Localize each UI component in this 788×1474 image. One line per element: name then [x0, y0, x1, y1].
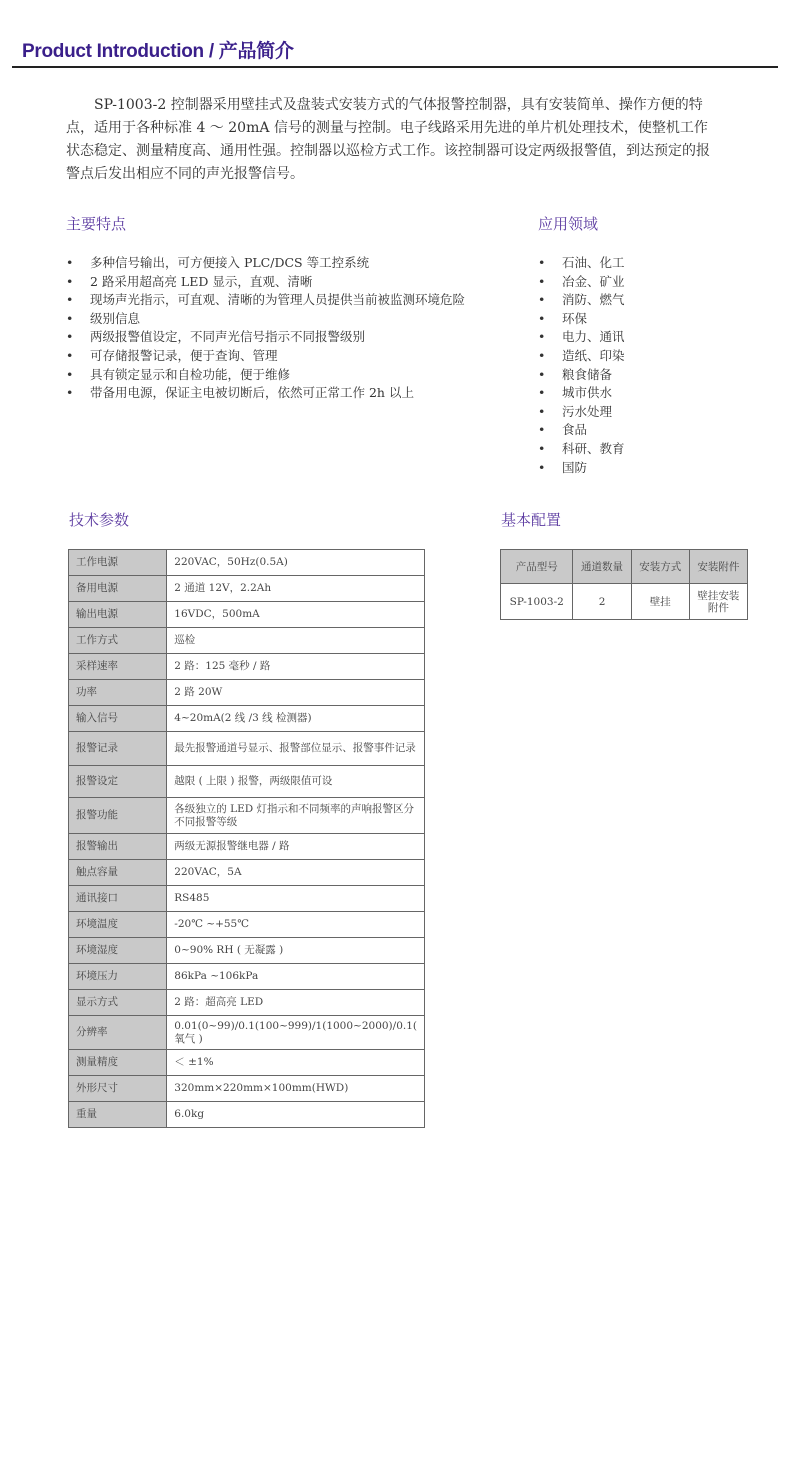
title-divider: [12, 66, 778, 68]
config-table: [500, 549, 748, 620]
spec-value: 2 路：超高亮 LED: [167, 990, 425, 1016]
table-row: [69, 964, 425, 990]
list-item: • 多种信号输出，可方便接入 PLC/DCS 等工控系统: [66, 254, 465, 273]
list-item: • 可存储报警记录，便于查询、管理: [66, 347, 465, 366]
table-cell: 2: [573, 584, 631, 620]
table-cell: 壁挂安装附件: [689, 584, 747, 620]
spec-key: 触点容量: [69, 860, 167, 886]
spec-key: 采样速率: [69, 654, 167, 680]
applications-list: [538, 254, 625, 477]
table-row: [69, 798, 425, 834]
spec-key: 输出电源: [69, 602, 167, 628]
table-row: [69, 576, 425, 602]
list-item: • 具有锁定显示和自检功能，便于维修: [66, 366, 465, 385]
table-row: [69, 1016, 425, 1050]
table-row: [69, 938, 425, 964]
table-row: [69, 912, 425, 938]
spec-value: 16VDC，500mA: [167, 602, 425, 628]
features-list: [66, 254, 465, 403]
list-item: • 城市供水: [538, 384, 625, 403]
table-row: [69, 706, 425, 732]
spec-key: 报警功能: [69, 798, 167, 834]
config-heading: 基本配置: [501, 511, 562, 529]
spec-key: 报警设定: [69, 766, 167, 798]
specs-table: [68, 549, 425, 1128]
spec-value: 220VAC，5A: [167, 860, 425, 886]
spec-value: 0.01(0~99)/0.1(100~999)/1(1000~2000)/0.1( 氧气 ): [167, 1016, 425, 1050]
list-item: • 污水处理: [538, 403, 625, 422]
spec-value: 2 路 20W: [167, 680, 425, 706]
spec-key: 分辨率: [69, 1016, 167, 1050]
spec-value: 两级无源报警继电器 / 路: [167, 834, 425, 860]
list-item: • 消防、燃气: [538, 291, 625, 310]
spec-value: 6.0kg: [167, 1102, 425, 1128]
spec-key: 备用电源: [69, 576, 167, 602]
list-item: • 造纸、印染: [538, 347, 625, 366]
list-item: • 2 路采用超高亮 LED 显示，直观、清晰: [66, 273, 465, 292]
table-row: [69, 860, 425, 886]
table-row: [69, 628, 425, 654]
table-cell: 壁挂: [631, 584, 689, 620]
spec-value: 2 通道 12V，2.2Ah: [167, 576, 425, 602]
table-row: [69, 834, 425, 860]
list-item: • 现场声光指示，可直观、清晰的为管理人员提供当前被监测环境危险: [66, 291, 465, 310]
table-cell: SP-1003-2: [501, 584, 573, 620]
spec-value: ＜ ±1%: [167, 1050, 425, 1076]
list-item: • 石油、化工: [538, 254, 625, 273]
spec-value: 巡检: [167, 628, 425, 654]
spec-key: 报警输出: [69, 834, 167, 860]
specs-heading: 技术参数: [69, 511, 130, 529]
table-row: [69, 766, 425, 798]
spec-value: -20℃ ~+55℃: [167, 912, 425, 938]
spec-key: 环境压力: [69, 964, 167, 990]
spec-value: 4~20mA(2 线 /3 线 检测器): [167, 706, 425, 732]
spec-value: 越限 ( 上限 ) 报警，两级限值可设: [167, 766, 425, 798]
table-row: [69, 1050, 425, 1076]
table-row: [69, 990, 425, 1016]
table-row: [69, 602, 425, 628]
applications-heading: 应用领域: [538, 215, 599, 233]
list-item: • 带备用电源，保证主电被切断后，依然可正常工作 2h 以上: [66, 384, 465, 403]
page-title: Product Introduction / 产品简介: [22, 41, 294, 62]
table-header-row: [501, 550, 748, 584]
spec-key: 重量: [69, 1102, 167, 1128]
table-row: [69, 886, 425, 912]
spec-value: 220VAC，50Hz(0.5A): [167, 550, 425, 576]
spec-key: 环境温度: [69, 912, 167, 938]
spec-key: 报警记录: [69, 732, 167, 766]
list-item: • 环保: [538, 310, 625, 329]
column-header: 产品型号: [501, 550, 573, 584]
table-row: [69, 1102, 425, 1128]
intro-paragraph: SP-1003-2 控制器采用壁挂式及盘装式安装方式的气体报警控制器，具有安装简单、操作方便的特点，适用于各种标准 4 ～ 20mA 信号的测量与控制。电子线路采用先进的单片机处理技术，使整机工作状态稳定、测量精度高、通用性强。控制器以巡检方式工作。该控制器可设定两级报警值，到达预定的报警点后发出相应不同的声光报警信号。: [66, 97, 710, 182]
list-item: • 国防: [538, 459, 625, 478]
spec-value: 0~90% RH ( 无凝露 ): [167, 938, 425, 964]
spec-value: RS485: [167, 886, 425, 912]
spec-value: 最先报警通道号显示、报警部位显示、报警事件记录: [167, 732, 425, 766]
table-row: [69, 654, 425, 680]
table-row: [501, 584, 748, 620]
spec-key: 输入信号: [69, 706, 167, 732]
table-row: [69, 550, 425, 576]
spec-key: 工作方式: [69, 628, 167, 654]
spec-key: 通讯接口: [69, 886, 167, 912]
list-item: • 科研、教育: [538, 440, 625, 459]
spec-key: 功率: [69, 680, 167, 706]
list-item: • 食品: [538, 421, 625, 440]
table-row: [69, 732, 425, 766]
list-item: • 两级报警值设定，不同声光信号指示不同报警级别: [66, 328, 465, 347]
column-header: 安装方式: [631, 550, 689, 584]
spec-key: 测量精度: [69, 1050, 167, 1076]
features-heading: 主要特点: [66, 215, 127, 233]
table-row: [69, 680, 425, 706]
spec-value: 86kPa ~106kPa: [167, 964, 425, 990]
list-item: • 粮食储备: [538, 366, 625, 385]
spec-key: 外形尺寸: [69, 1076, 167, 1102]
spec-value: 2 路：125 毫秒 / 路: [167, 654, 425, 680]
spec-value: 各级独立的 LED 灯指示和不同频率的声响报警区分不同报警等级: [167, 798, 425, 834]
list-item: • 电力、通讯: [538, 328, 625, 347]
column-header: 通道数量: [573, 550, 631, 584]
list-item: • 冶金、矿业: [538, 273, 625, 292]
spec-key: 显示方式: [69, 990, 167, 1016]
spec-value: 320mm×220mm×100mm(HWD): [167, 1076, 425, 1102]
column-header: 安装附件: [689, 550, 747, 584]
spec-key: 环境湿度: [69, 938, 167, 964]
list-item: • 级别信息: [66, 310, 465, 329]
spec-key: 工作电源: [69, 550, 167, 576]
table-row: [69, 1076, 425, 1102]
